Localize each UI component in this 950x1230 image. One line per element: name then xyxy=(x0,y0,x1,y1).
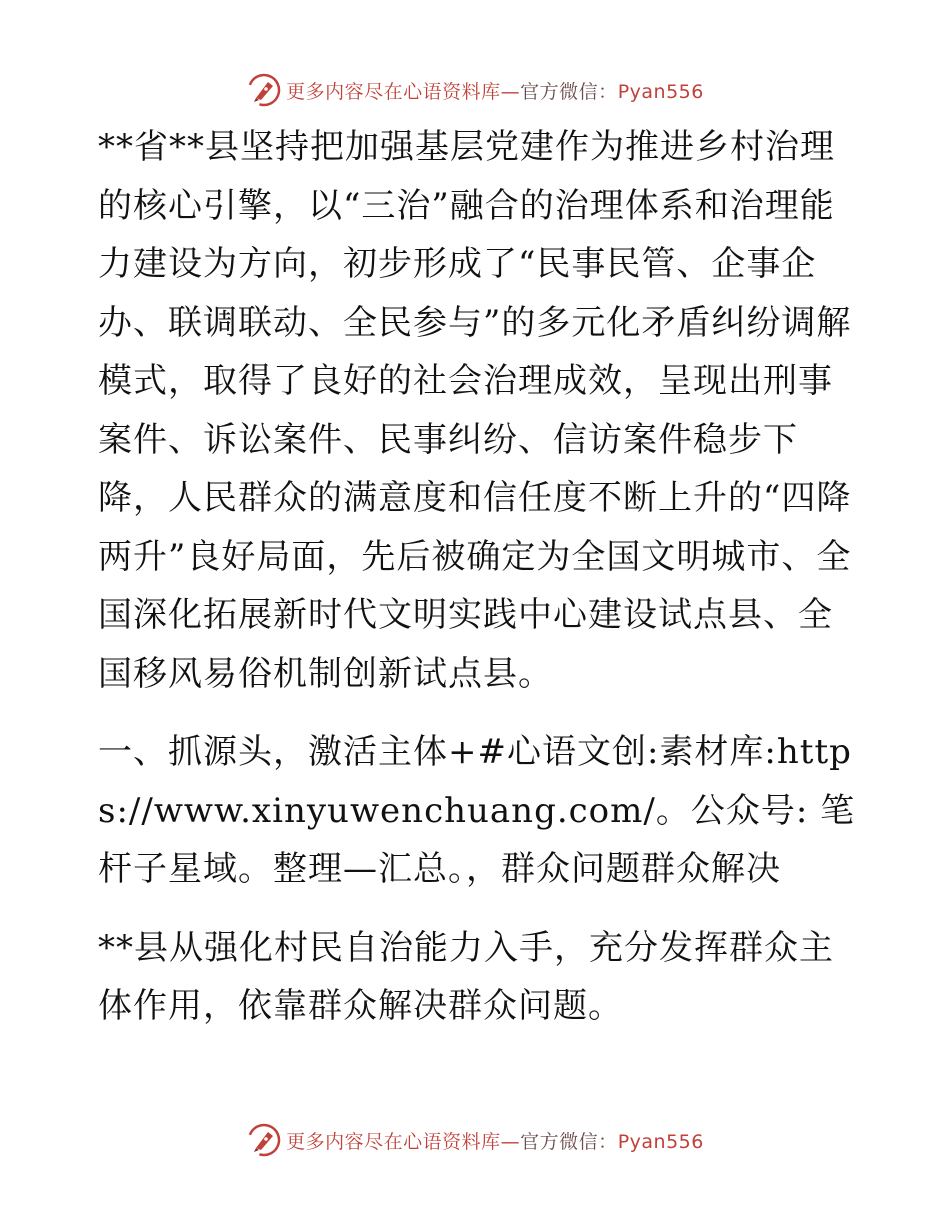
body-paragraph: **省**县坚持把加强基层党建作为推进乡村治理的核心引擎，以“三治”融合的治理体系和治理能力建设为方向，初步形成了“民事民管、企事企办、联调联动、全民参与”的多元化矛盾纠纷调解模式，取得了良好的社会治理成效，呈现出刑事案件、诉讼案件、民事纠纷、信访案件稳步下降，人民群众的满意度和信任度不断上升的“四降两升”良好局面，先后被确定为全国文明城市、全国深化拓展新时代文明实践中心建设试点县、全国移风易俗机制创新试点县。 xyxy=(98,127,852,694)
pen-nib-logo-icon xyxy=(246,72,282,108)
pen-nib-logo-icon xyxy=(246,1122,282,1158)
body-paragraph: **县从强化村民自治能力入手，充分发挥群众主体作用，依靠群众解决群众问题。 xyxy=(98,927,834,1026)
section-heading-paragraph: 一、抓源头，激活主体+#心语文创:素材库:https://www.xinyuwenchuang.com/。公众号: 笔杆子星域。整理—汇总。，群众问题群众解决 xyxy=(98,732,856,889)
banner-text: 更多内容尽在心语资料库—官方微信：Pyan556 xyxy=(286,80,704,103)
footer-banner xyxy=(0,1120,950,1160)
document-body xyxy=(98,118,858,1036)
header-banner xyxy=(0,70,950,110)
banner-text: 更多内容尽在心语资料库—官方微信：Pyan556 xyxy=(286,1130,704,1153)
